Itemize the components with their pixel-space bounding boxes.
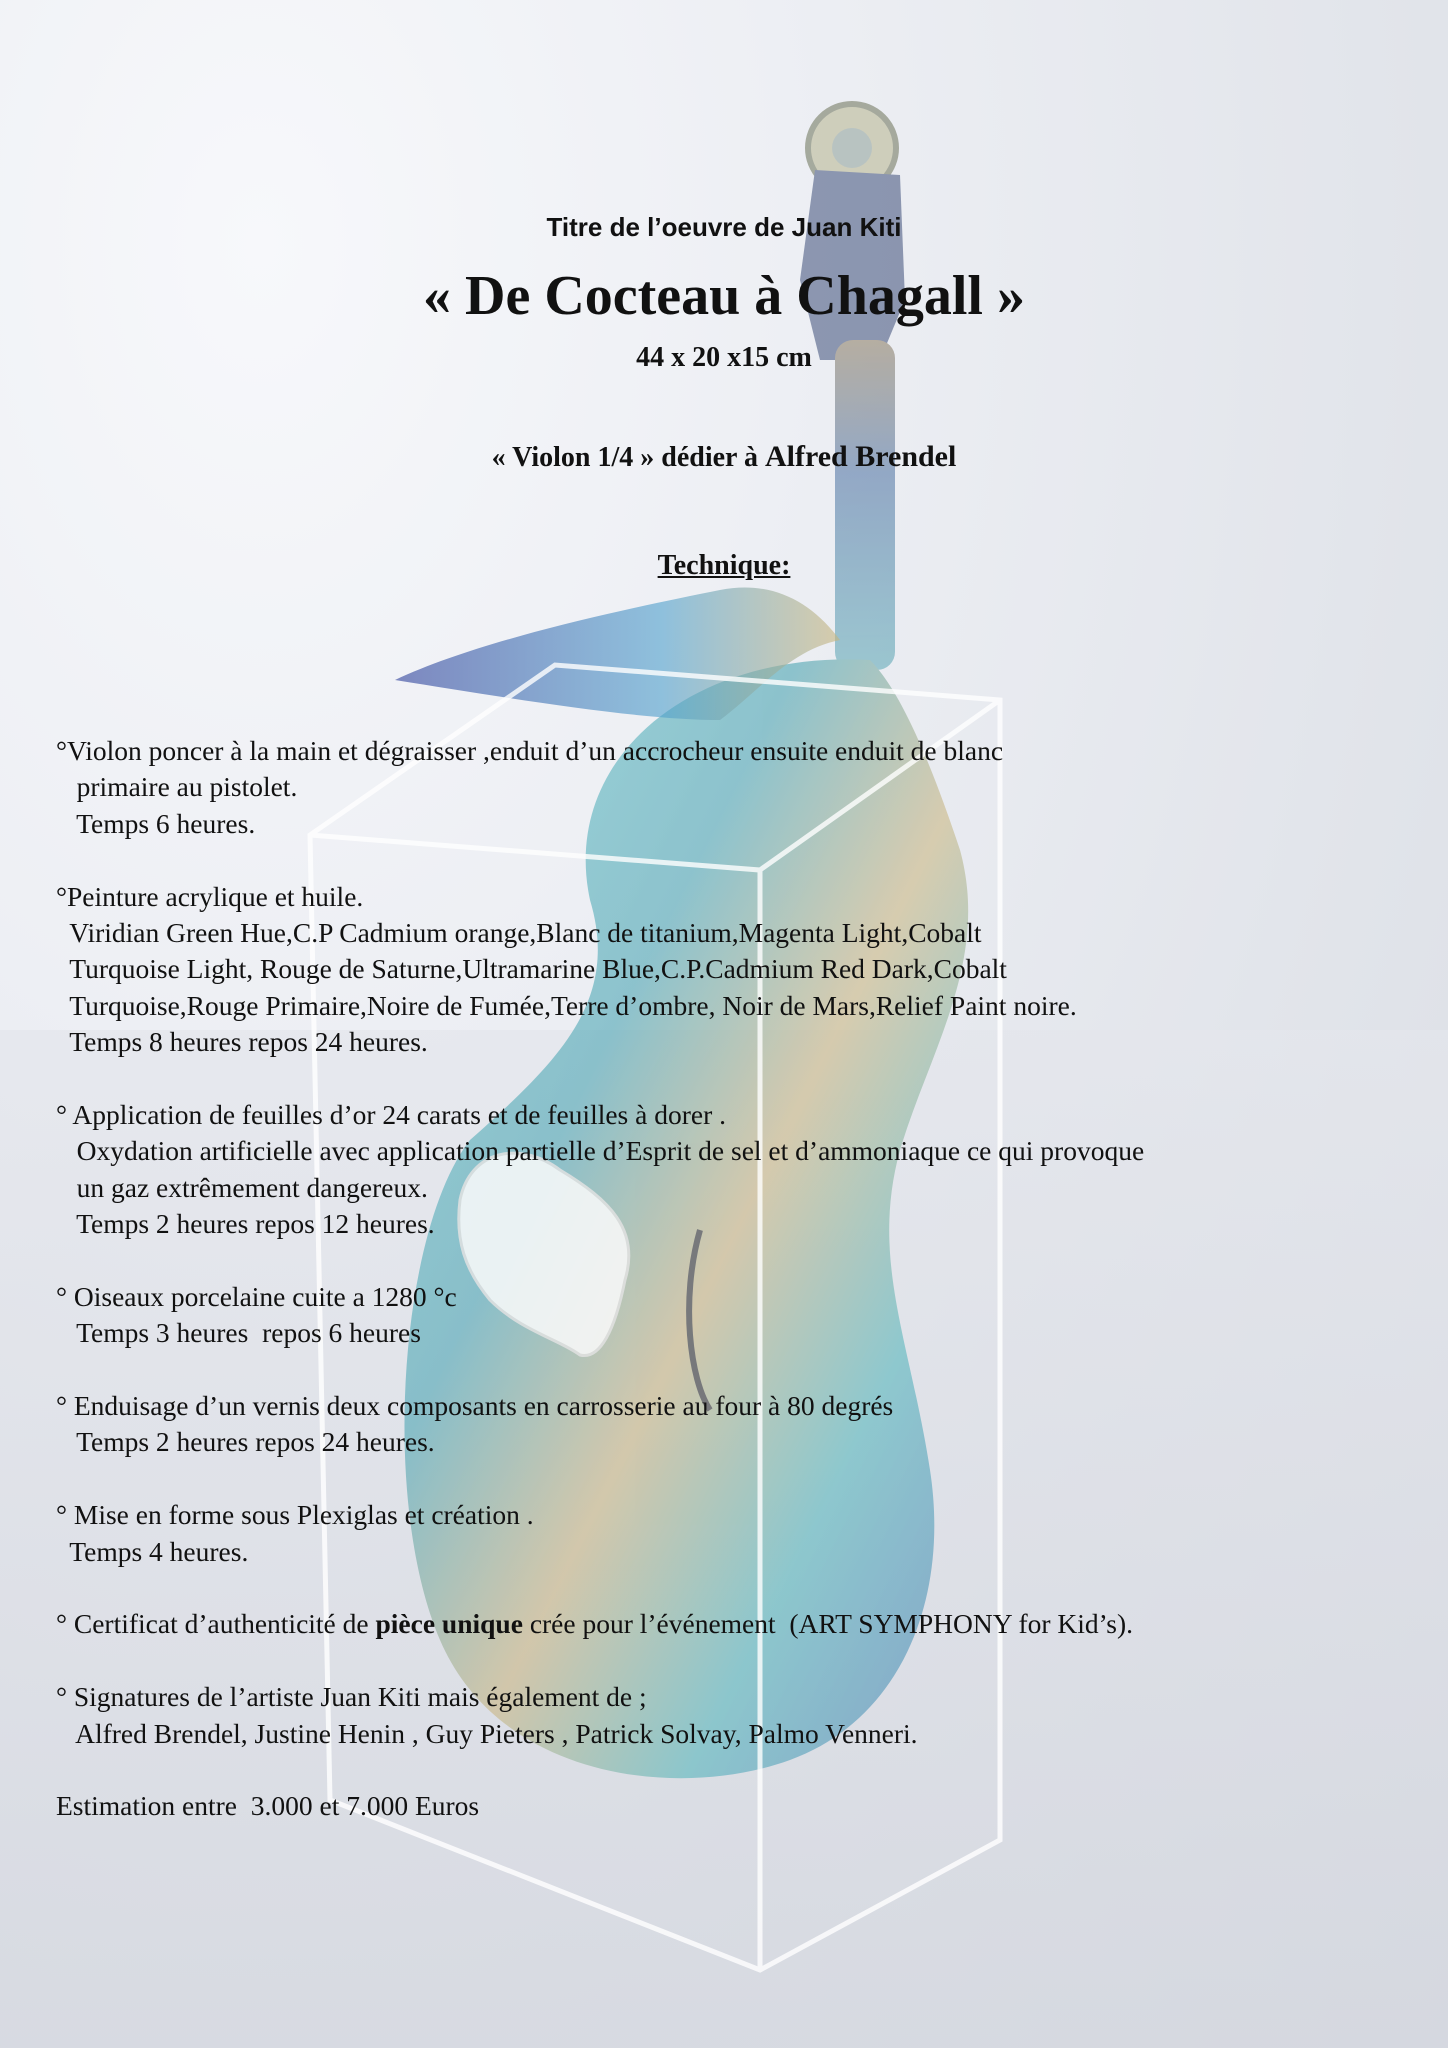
- section-line: ° Enduisage d’un vernis deux composants en carrosserie au four à 80 degrés: [56, 1390, 894, 1422]
- spacer: [56, 842, 1396, 878]
- spacer: [56, 1061, 1396, 1097]
- estimation-line: Estimation entre 3.000 et 7.000 Euros: [56, 1790, 480, 1822]
- spacer: [56, 1570, 1396, 1606]
- certificate-suffix: crée pour l’événement (ART SYMPHONY for Kid’s).: [522, 1608, 1134, 1640]
- technique-heading: Technique:: [657, 550, 791, 581]
- certificate-line: [56, 1606, 1396, 1642]
- section-line: Turquoise,Rouge Primaire,Noire de Fumée,Terre d’ombre, Noir de Mars,Relief Paint noire.: [56, 989, 1077, 1021]
- spacer: [56, 1461, 1396, 1497]
- certificate-prefix: ° Certificat d’authenticité de: [56, 1608, 376, 1640]
- technique-description: [56, 733, 1396, 1825]
- section-line: °Violon poncer à la main et dégraisser ,enduit d’un accrocheur ensuite enduit de blanc: [56, 735, 1004, 766]
- section-line: Temps 3 heures repos 6 heures: [56, 1317, 421, 1349]
- spacer: [56, 1643, 1396, 1679]
- section-line: ° Mise en forme sous Plexiglas et création .: [56, 1499, 534, 1531]
- section-line: ° Application de feuilles d’or 24 carats et de feuilles à dorer .: [56, 1098, 726, 1130]
- section-line: °Peinture acrylique et huile.: [56, 880, 364, 912]
- dedication-name: Alfred Brendel: [764, 440, 957, 473]
- section-line: Temps 2 heures repos 12 heures.: [56, 1208, 435, 1240]
- section-line: ° Signatures de l’artiste Juan Kiti mais également de ;: [56, 1681, 647, 1713]
- section-line: Oxydation artificielle avec application partielle d’Esprit de sel et d’ammoniaque ce qui provoque: [56, 1135, 1145, 1167]
- spacer: [56, 1242, 1396, 1278]
- section-line: Viridian Green Hue,C.P Cadmium orange,Blanc de titanium,Magenta Light,Cobalt: [56, 916, 982, 948]
- section-line: Temps 4 heures.: [56, 1535, 249, 1567]
- section-line: primaire au pistolet.: [56, 771, 298, 803]
- section-line: Turquoise Light, Rouge de Saturne,Ultramarine Blue,C.P.Cadmium Red Dark,Cobalt: [56, 953, 1007, 985]
- artwork-title: « De Cocteau à Chagall »: [423, 265, 1025, 327]
- section-line: Temps 6 heures.: [56, 807, 256, 839]
- dedication-prefix: « Violon 1/4 » dédier à: [491, 442, 765, 473]
- certificate-emphasis: pièce unique: [375, 1608, 523, 1640]
- spacer: [56, 1752, 1396, 1788]
- section-line: ° Oiseaux porcelaine cuite a 1280 °c: [56, 1280, 457, 1312]
- section-line: Temps 8 heures repos 24 heures.: [56, 1026, 428, 1058]
- section-line: un gaz extrêmement dangereux.: [56, 1171, 428, 1203]
- artwork-dimensions: 44 x 20 x15 cm: [636, 342, 812, 373]
- section-line: Alfred Brendel, Justine Henin , Guy Pieters , Patrick Solvay, Palmo Venneri.: [56, 1717, 918, 1749]
- spacer: [56, 1352, 1396, 1388]
- dedication: [0, 440, 1448, 474]
- artwork-subtitle: Titre de l’oeuvre de Juan Kiti: [546, 212, 902, 242]
- section-line: Temps 2 heures repos 24 heures.: [56, 1426, 435, 1458]
